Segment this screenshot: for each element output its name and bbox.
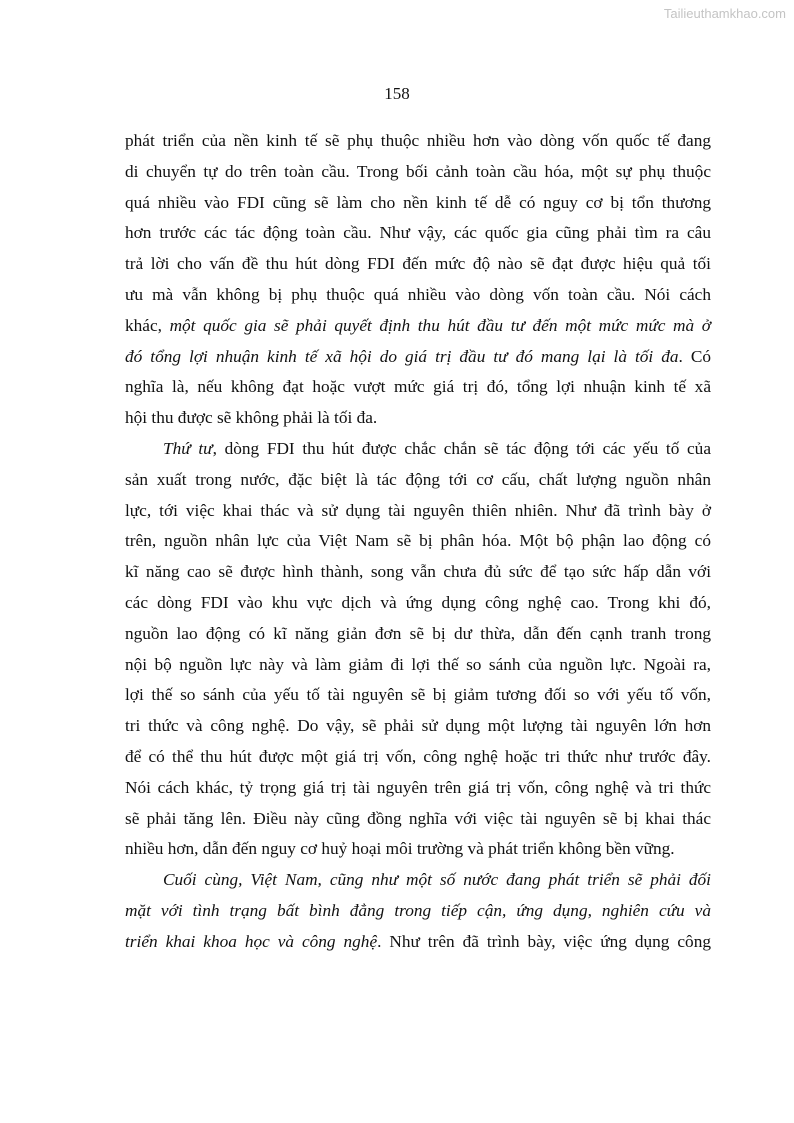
- text-line: nghĩa là, nếu không đạt hoặc vượt mức giá trị đó, tổng lợi nhuận kinh tế xã: [125, 377, 711, 397]
- text-line: [125, 896, 711, 927]
- text-line: [125, 342, 711, 373]
- text-line: [125, 927, 711, 958]
- italic-run: Cuối cùng, Việt Nam, cũng như một số nước đang phát triển sẽ phải đối: [163, 870, 711, 890]
- watermark: Tailieuthamkhao.com: [663, 6, 786, 21]
- text-line: để có thể thu hút được một giá trị vốn, công nghệ hoặc tri thức như trước đây.: [125, 746, 711, 766]
- text-line: các dòng FDI vào khu vực dịch và ứng dụng công nghệ cao. Trong khi đó,: [125, 592, 711, 612]
- italic-run: mặt với tình trạng bất bình đẳng trong tiếp cận, ứng dụng, nghiên cứu và: [125, 900, 711, 920]
- italic-run: đó tổng lợi nhuận kinh tế xã hội do giá trị đầu tư đó mang lại là tối đa: [125, 346, 679, 366]
- paragraph-3: [125, 865, 711, 957]
- text-line: [125, 434, 711, 465]
- italic-run: một quốc gia sẽ phải quyết định thu hút đầu tư đến một mức mức mà ở: [169, 315, 711, 335]
- text-line: tri thức và công nghệ. Do vậy, sẽ phải sử dụng một lượng tài nguyên lớn hơn: [125, 716, 711, 736]
- text-line: sản xuất trong nước, đặc biệt là tác động tới cơ cấu, chất lượng nguồn nhân: [125, 469, 711, 489]
- text-line: di chuyển tự do trên toàn cầu. Trong bối cảnh toàn cầu hóa, một sự phụ thuộc: [125, 161, 711, 181]
- text-line: phát triển của nền kinh tế sẽ phụ thuộc nhiều hơn vào dòng vốn quốc tế đang: [125, 131, 711, 150]
- text-line: kĩ năng cao sẽ được hình thành, song vẫn chưa đủ sức để tạo sức hấp dẫn với: [125, 562, 711, 582]
- page-number: 158: [384, 84, 410, 103]
- text-line: sẽ phải tăng lên. Điều này cũng đồng nghĩa với việc tài nguyên sẽ bị khai thác: [125, 808, 711, 828]
- text-line: trên, nguồn nhân lực của Việt Nam sẽ bị phân hóa. Một bộ phận lao động có: [125, 531, 711, 551]
- text-line: lợi thế so sánh của yếu tố tài nguyên sẽ bị giảm tương đối so với yếu tố vốn,: [125, 685, 711, 705]
- text-line: Nói cách khác, tỷ trọng giá trị tài nguyên trên giá trị vốn, công nghệ và tri thức: [125, 777, 711, 797]
- text-line: quá nhiều vào FDI cũng sẽ làm cho nền kinh tế dễ có nguy cơ bị tổn thương: [125, 192, 711, 212]
- paragraph-2: [125, 434, 711, 865]
- text-line: nhiều hơn, dẫn đến nguy cơ huỷ hoại môi trường và phát triển không bền vững.: [125, 839, 675, 859]
- text-line: nội bộ nguồn lực này và làm giảm đi lợi thế so sánh của nguồn lực. Ngoài ra,: [125, 654, 711, 674]
- italic-run: Thứ tư: [163, 438, 213, 458]
- text-line: lực, tới việc khai thác và sử dụng tài nguyên thiên nhiên. Như đã trình bày ở: [125, 500, 711, 520]
- text-line: hội thu được sẽ không phải là tối đa.: [125, 408, 378, 428]
- text-run: khác,: [125, 315, 170, 335]
- body-text: [125, 126, 711, 958]
- text-run: . Có: [678, 346, 711, 366]
- text-run: . Như trên đã trình bày, việc ứng dụng công: [377, 931, 711, 951]
- text-run: , dòng FDI thu hút được chắc chắn sẽ tác động tới các yếu tố của: [212, 438, 711, 458]
- text-line: [125, 865, 711, 896]
- text-line: trả lời cho vấn đề thu hút dòng FDI đến mức độ nào sẽ đạt được hiệu quả tối: [125, 254, 711, 274]
- text-line: hơn trước các tác động toàn cầu. Như vậy, các quốc gia cũng phải tìm ra câu: [125, 223, 711, 243]
- text-line: ưu mà vẫn không bị phụ thuộc quá nhiều vào dòng vốn toàn cầu. Nói cách: [125, 284, 711, 304]
- text-line: nguồn lao động có kĩ năng giản đơn sẽ bị dư thừa, dẫn đến cạnh tranh trong: [125, 623, 711, 643]
- italic-run: triển khai khoa học và công nghệ: [125, 931, 378, 951]
- text-line: [125, 311, 711, 342]
- paragraph-1: [125, 126, 711, 434]
